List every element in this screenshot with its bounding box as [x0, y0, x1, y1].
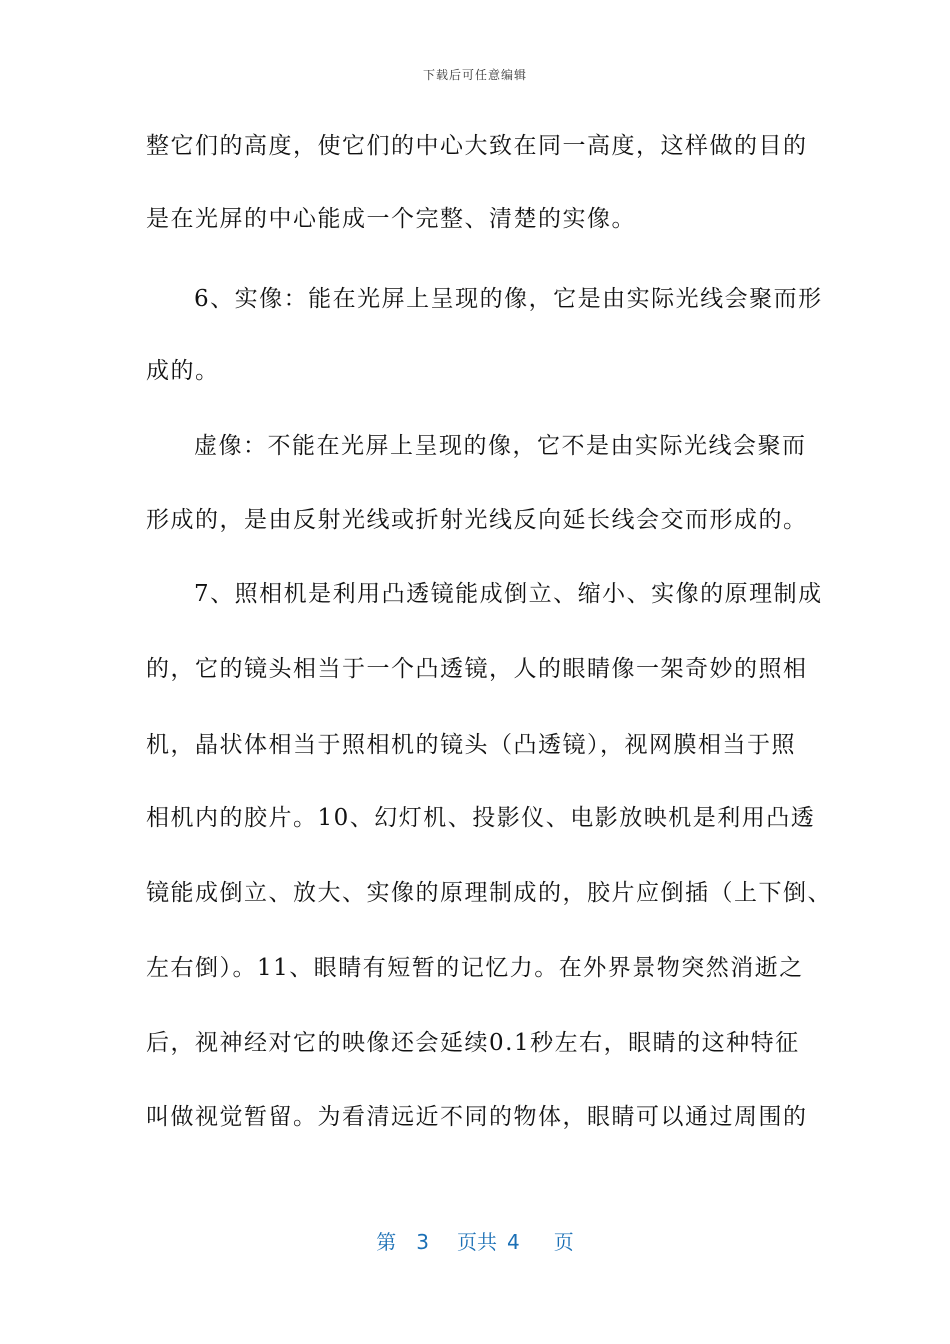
text-line: 6、实像：能在光屏上呈现的像，它是由实际光线会聚而形	[194, 286, 823, 312]
text-line: 左右倒）。11、眼睛有短暂的记忆力。在外界景物突然消逝之	[146, 955, 804, 981]
total-pages-number: 4	[507, 1230, 520, 1254]
header-note: 下载后可任意编辑	[422, 68, 527, 82]
text-line: 成的。	[146, 358, 220, 384]
text-line: 是在光屏的中心能成一个完整、清楚的实像。	[146, 206, 636, 232]
text-line: 镜能成倒立、放大、实像的原理制成的，胶片应倒插（上下倒、	[146, 880, 832, 906]
text-line: 机，晶状体相当于照相机的镜头（凸透镜），视网膜相当于照	[146, 732, 796, 758]
text-line: 相机内的胶片。10、幻灯机、投影仪、电影放映机是利用凸透	[146, 805, 816, 831]
text-line: 虚像：不能在光屏上呈现的像，它不是由实际光线会聚而	[194, 433, 807, 459]
text-line: 7、照相机是利用凸透镜能成倒立、缩小、实像的原理制成	[194, 581, 823, 607]
text-line: 整它们的高度，使它们的中心大致在同一高度，这样做的目的	[146, 133, 808, 159]
footer-middle: 页共	[457, 1230, 497, 1254]
text-line: 后，视神经对它的映像还会延续0.1秒左右，眼睛的这种特征	[146, 1030, 800, 1056]
footer-prefix: 第	[376, 1230, 397, 1254]
footer-suffix: 页	[553, 1230, 574, 1254]
page-footer	[0, 1226, 950, 1255]
current-page-number: 3	[416, 1230, 429, 1254]
text-line: 的，它的镜头相当于一个凸透镜，人的眼睛像一架奇妙的照相	[146, 656, 808, 682]
text-line: 叫做视觉暂留。为看清远近不同的物体，眼睛可以通过周围的	[146, 1104, 808, 1130]
text-line: 形成的，是由反射光线或折射光线反向延长线会交而形成的。	[146, 507, 808, 533]
